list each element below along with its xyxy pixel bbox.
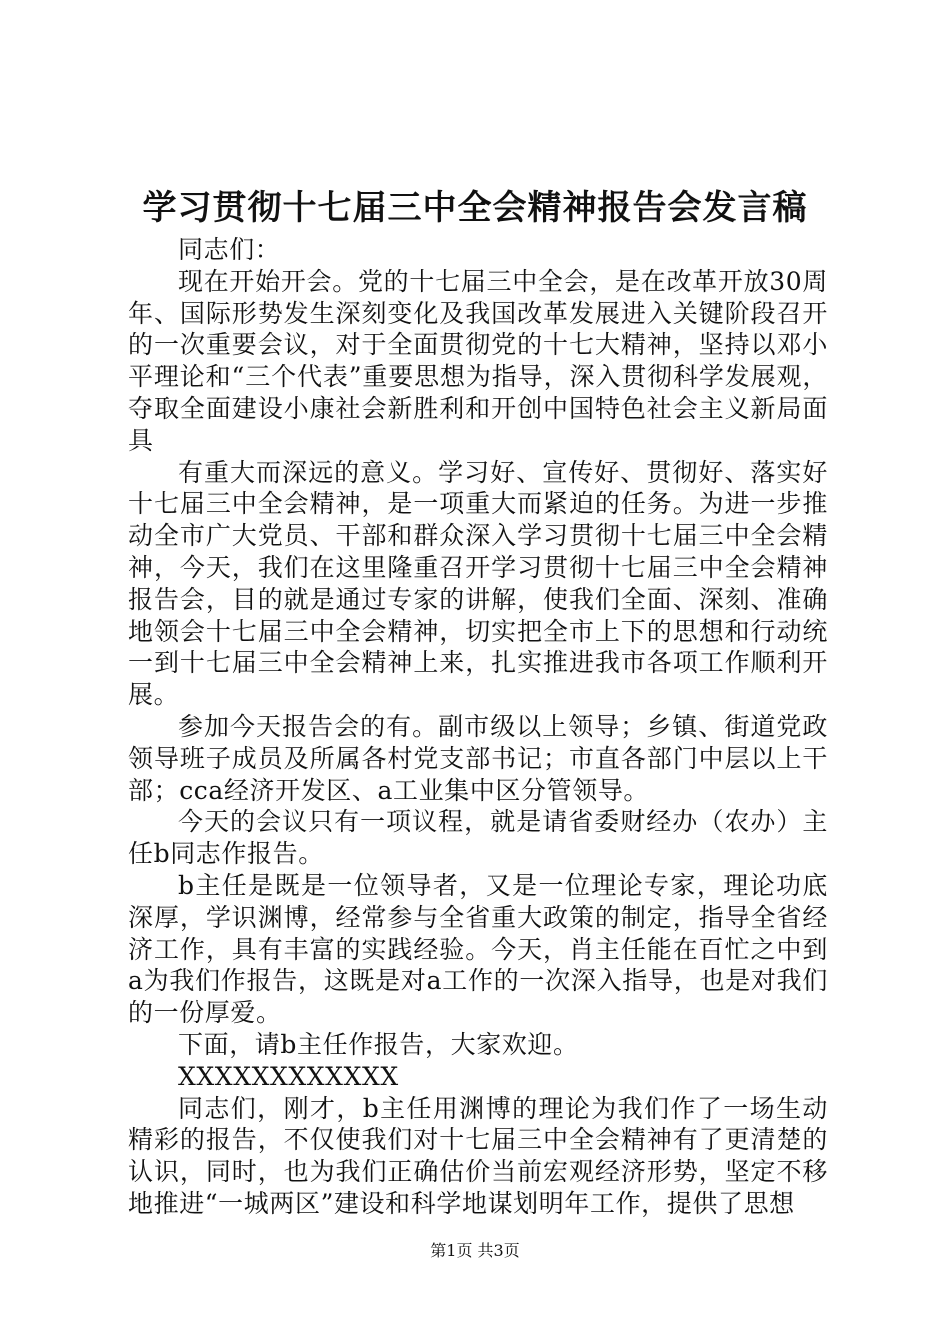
page-footer: 第1页 共3页 — [430, 1241, 520, 1260]
body-paragraph: 下面，请b主任作报告，大家欢迎。 — [178, 1029, 579, 1059]
body-paragraph: 现在开始开会。党的十七届三中全会，是在改革开放30周年、国际形势发生深刻变化及我国改革发展进入关键阶段召开的一次重要会议，对于全面贯彻党的十七大精神，坚持以邓小平理论和“三个代表”重要思想为指导，深入贯彻科学发展观，夺取全面建设小康社会新胜利和开创中国特色社会主义新局面具 — [128, 266, 828, 455]
document-title: 学习贯彻十七届三中全会精神报告会发言稿 — [142, 188, 808, 228]
body-paragraph: 有重大而深远的意义。学习好、宣传好、贯彻好、落实好十七届三中全会精神，是一项重大而紧迫的任务。为进一步推动全市广大党员、干部和群众深入学习贯彻十七届三中全会精神，今天，我们在这里隆重召开学习贯彻十七届三中全会精神报告会，目的就是通过专家的讲解，使我们全面、深刻、准确地领会十七届三中全会精神，切实把全市上下的思想和行动统一到十七届三中全会精神上来，扎实推进我市各项工作顺利开展。 — [128, 457, 828, 710]
body-paragraph: 今天的会议只有一项议程，就是请省委财经办（农办）主任b同志作报告。 — [128, 807, 828, 869]
body-paragraph: 同志们，刚才，b主任用渊博的理论为我们作了一场生动精彩的报告，不仅使我们对十七届三中全会精神有了更清楚的认识，同时，也为我们正确估价当前宏观经济形势，坚定不移地推进“一城两区”建设和科学地谋划明年工作，提供了思想 — [128, 1093, 828, 1218]
document-body — [128, 234, 828, 1220]
body-paragraph: b主任是既是一位领导者，又是一位理论专家，理论功底深厚，学识渊博，经常参与全省重大政策的制定，指导全省经济工作，具有丰富的实践经验。今天，肖主任能在百忙之中到a为我们作报告，这既是对a工作的一次深入指导，也是对我们的一份厚爱。 — [128, 870, 828, 1028]
salutation: 同志们： — [178, 235, 281, 264]
placeholder-line: XXXXXXXXXXXX — [178, 1061, 399, 1091]
body-paragraph: 参加今天报告会的有。副市级以上领导；乡镇、街道党政领导班子成员及所属各村党支部书记；市直各部门中层以上干部；cca经济开发区、a工业集中区分管领导。 — [128, 711, 828, 805]
